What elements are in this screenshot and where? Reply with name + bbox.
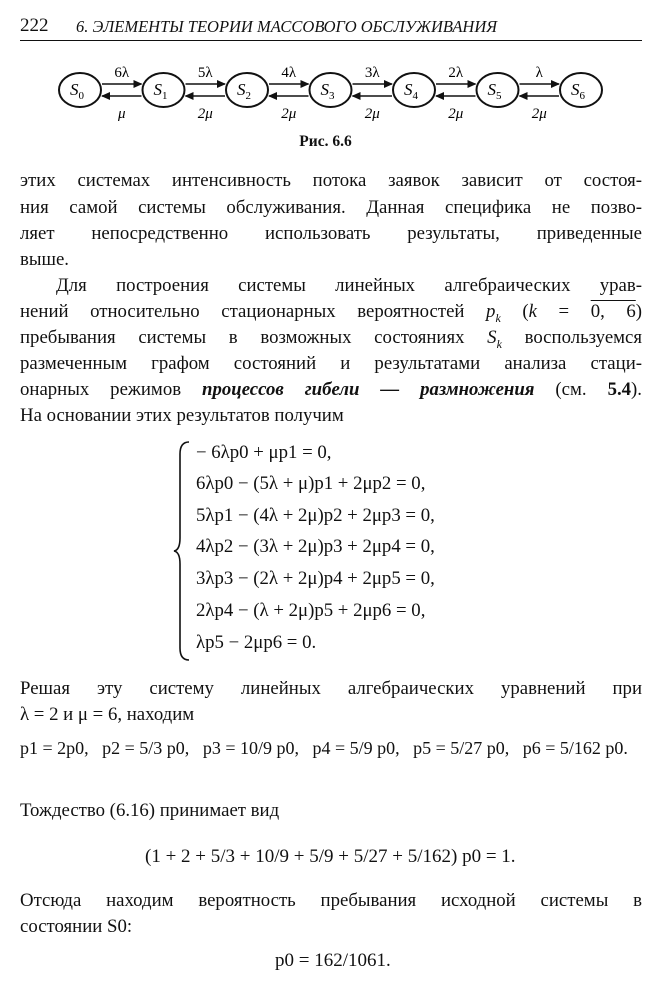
state-graph [0,56,651,128]
state-label: $S_2$ [237,80,251,102]
final-result: p0 = 162/1061. [275,950,391,971]
solution-p6: p6 = 5/162 p0. [522,738,628,758]
forward-rate-label: 2λ [448,65,464,81]
backward-rate-label: μ [117,106,126,122]
backward-rate-label: 2μ [364,106,380,122]
state-label: $S_3$ [320,80,335,102]
normalization-identity: (1 + 2 + 5/3 + 10/9 + 5/9 + 5/27 + 5/162) p0 = 1. [145,846,516,867]
equation-line: 6λp0 − (5λ + μ)p1 + 2μp2 = 0, [196,473,426,494]
state-label: $S_6$ [571,80,585,102]
forward-rate-label: λ [535,65,543,81]
text-line: Решая эту систему линейных алгебраических уравнений при [20,678,642,699]
forward-rate-label: 5λ [197,65,213,81]
solutions-row [20,738,628,759]
text-line: На основании этих результатов получим [20,405,344,426]
equation-line: 2λp4 − (λ + 2μ)p5 + 2μp6 = 0, [196,600,426,621]
equation-line: 5λp1 − (4λ + 2μ)p2 + 2μp3 = 0, [196,505,435,526]
equation-line: − 6λp0 + μp1 = 0, [196,442,332,463]
solution-p5: p5 = 5/27 p0, [413,738,510,758]
text-line: онарных режимов процессов гибели — размножения (см. 5.4). [20,379,642,400]
page-number: 222 [20,15,49,36]
text-line: Отсюда находим вероятность пребывания исходной системы в [20,890,642,911]
text-line: Тождество (6.16) принимает вид [20,800,280,821]
forward-rate-label: 6λ [114,65,130,81]
equation-line: 4λp2 − (3λ + 2μ)p3 + 2μp4 = 0, [196,536,435,557]
text-line: выше. [20,249,69,270]
backward-rate-label: 2μ [448,106,464,122]
running-title: 6. ЭЛЕМЕНТЫ ТЕОРИИ МАССОВОГО ОБСЛУЖИВАНИЯ [76,17,498,36]
solution-p4: p4 = 5/9 p0, [312,738,400,758]
text-line: пребывания системы в возможных состояниях $S_k$ воспользуемся [20,327,643,351]
text-line: ния самой системы обслуживания. Данная специфика не позво- [20,197,642,218]
equation-line: 3λp3 − (2λ + 2μ)p4 + 2μp5 = 0, [196,568,435,589]
text-line: размеченным графом состояний и результатами анализа стаци- [20,353,642,374]
text-line: λ = 2 и μ = 6, находим [20,704,195,725]
text-line: ляет непосредственно использовать результаты, приведенные [20,223,642,244]
text-line: этих системах интенсивность потока заявок зависит от состоя- [20,170,642,191]
running-header [20,14,642,41]
solution-p2: p2 = 5/3 p0, [102,738,190,758]
backward-rate-label: 2μ [197,106,213,122]
left-brace [172,440,192,662]
forward-rate-label: 4λ [281,65,297,81]
backward-rate-label: 2μ [531,106,547,122]
text-line: нений относительно стационарных вероятностей $p_k$ (k = 0, 6) [20,301,643,325]
state-label: $S_4$ [404,80,418,102]
text-line: состоянии S0: [20,916,133,937]
text-line: Для построения системы линейных алгебраических урав- [56,275,642,296]
backward-rate-label: 2μ [281,106,297,122]
solution-p1: p1 = 2p0, [20,738,89,758]
state-label: $S_0$ [70,80,84,102]
state-label: $S_5$ [487,80,502,102]
solution-p3: p3 = 10/9 p0, [202,738,299,758]
forward-rate-label: 3λ [364,65,380,81]
figure-caption: Рис. 6.6 [299,133,352,150]
state-label: $S_1$ [153,80,168,102]
equation-line: λp5 − 2μp6 = 0. [196,632,317,653]
